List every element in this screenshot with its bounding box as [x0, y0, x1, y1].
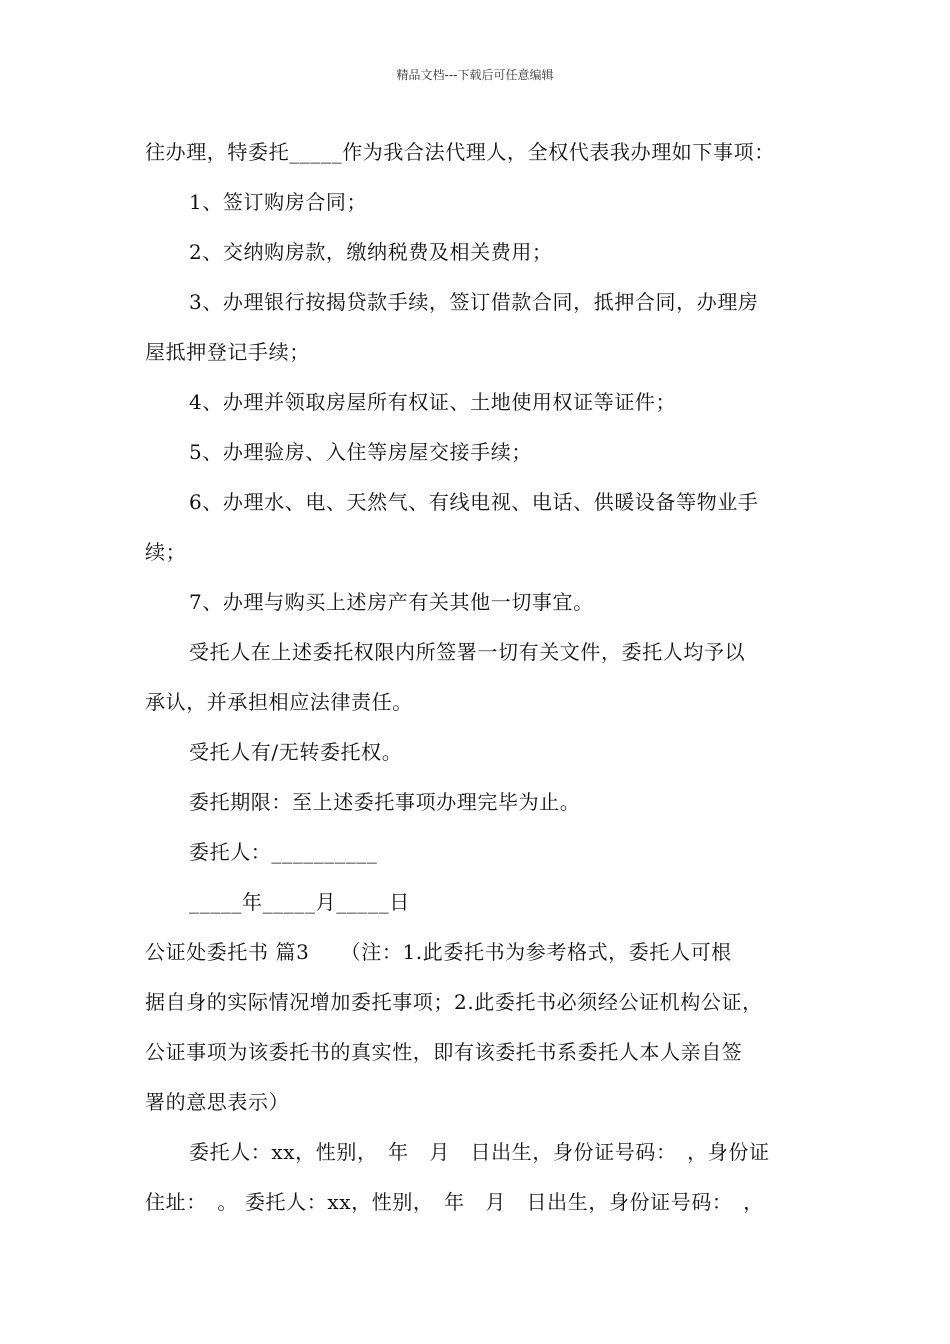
body-line: 2、交纳购房款，缴纳税费及相关费用；: [189, 240, 553, 264]
body-line: 住址： 。 委托人：xx，性别， 年 月 日出生，身份证号码： ，: [145, 1190, 764, 1214]
body-line: 署的意思表示）: [145, 1090, 290, 1114]
body-line: 6、办理水、电、天然气、有线电视、电话、供暖设备等物业手: [189, 490, 759, 514]
body-line: 委托人：xx，性别， 年 月 日出生，身份证号码： ，身份证: [189, 1140, 770, 1164]
body-line: 续；: [145, 540, 187, 564]
body-line: 公证事项为该委托书的真实性，即有该委托书系委托人本人亲自签: [145, 1040, 743, 1064]
body-line: 屋抵押登记手续；: [145, 340, 310, 364]
body-line: 受托人有/无转委托权。: [189, 740, 403, 764]
document-body: [145, 127, 815, 1227]
section-heading-line: 公证处委托书 篇3 （注：1.此委托书为参考格式，委托人可根: [145, 940, 732, 964]
body-line: 4、办理并领取房屋所有权证、土地使用权证等证件；: [189, 390, 677, 414]
body-line: 据自身的实际情况增加委托事项；2.此委托书必须经公证机构公证，: [145, 990, 763, 1014]
body-line: 7、办理与购买上述房产有关其他一切事宜。: [189, 590, 594, 614]
page-header: 精品文档---下载后可任意编辑: [396, 68, 554, 82]
body-line: 3、办理银行按揭贷款手续，签订借款合同，抵押合同，办理房: [189, 290, 759, 314]
body-line: 1、签订购房合同；: [189, 190, 368, 214]
date-line: _____年_____月_____日: [189, 890, 410, 914]
body-line: 5、办理验房、入住等房屋交接手续；: [189, 440, 532, 464]
body-line: 委托期限：至上述委托事项办理完毕为止。: [189, 790, 581, 814]
body-line: 承认，并承担相应法律责任。: [145, 690, 413, 714]
body-line: 往办理，特委托_____作为我合法代理人，全权代表我办理如下事项：: [145, 140, 775, 164]
signature-line: 委托人：__________: [189, 840, 378, 864]
body-line: 受托人在上述委托权限内所签署一切有关文件，委托人均予以: [189, 640, 746, 664]
